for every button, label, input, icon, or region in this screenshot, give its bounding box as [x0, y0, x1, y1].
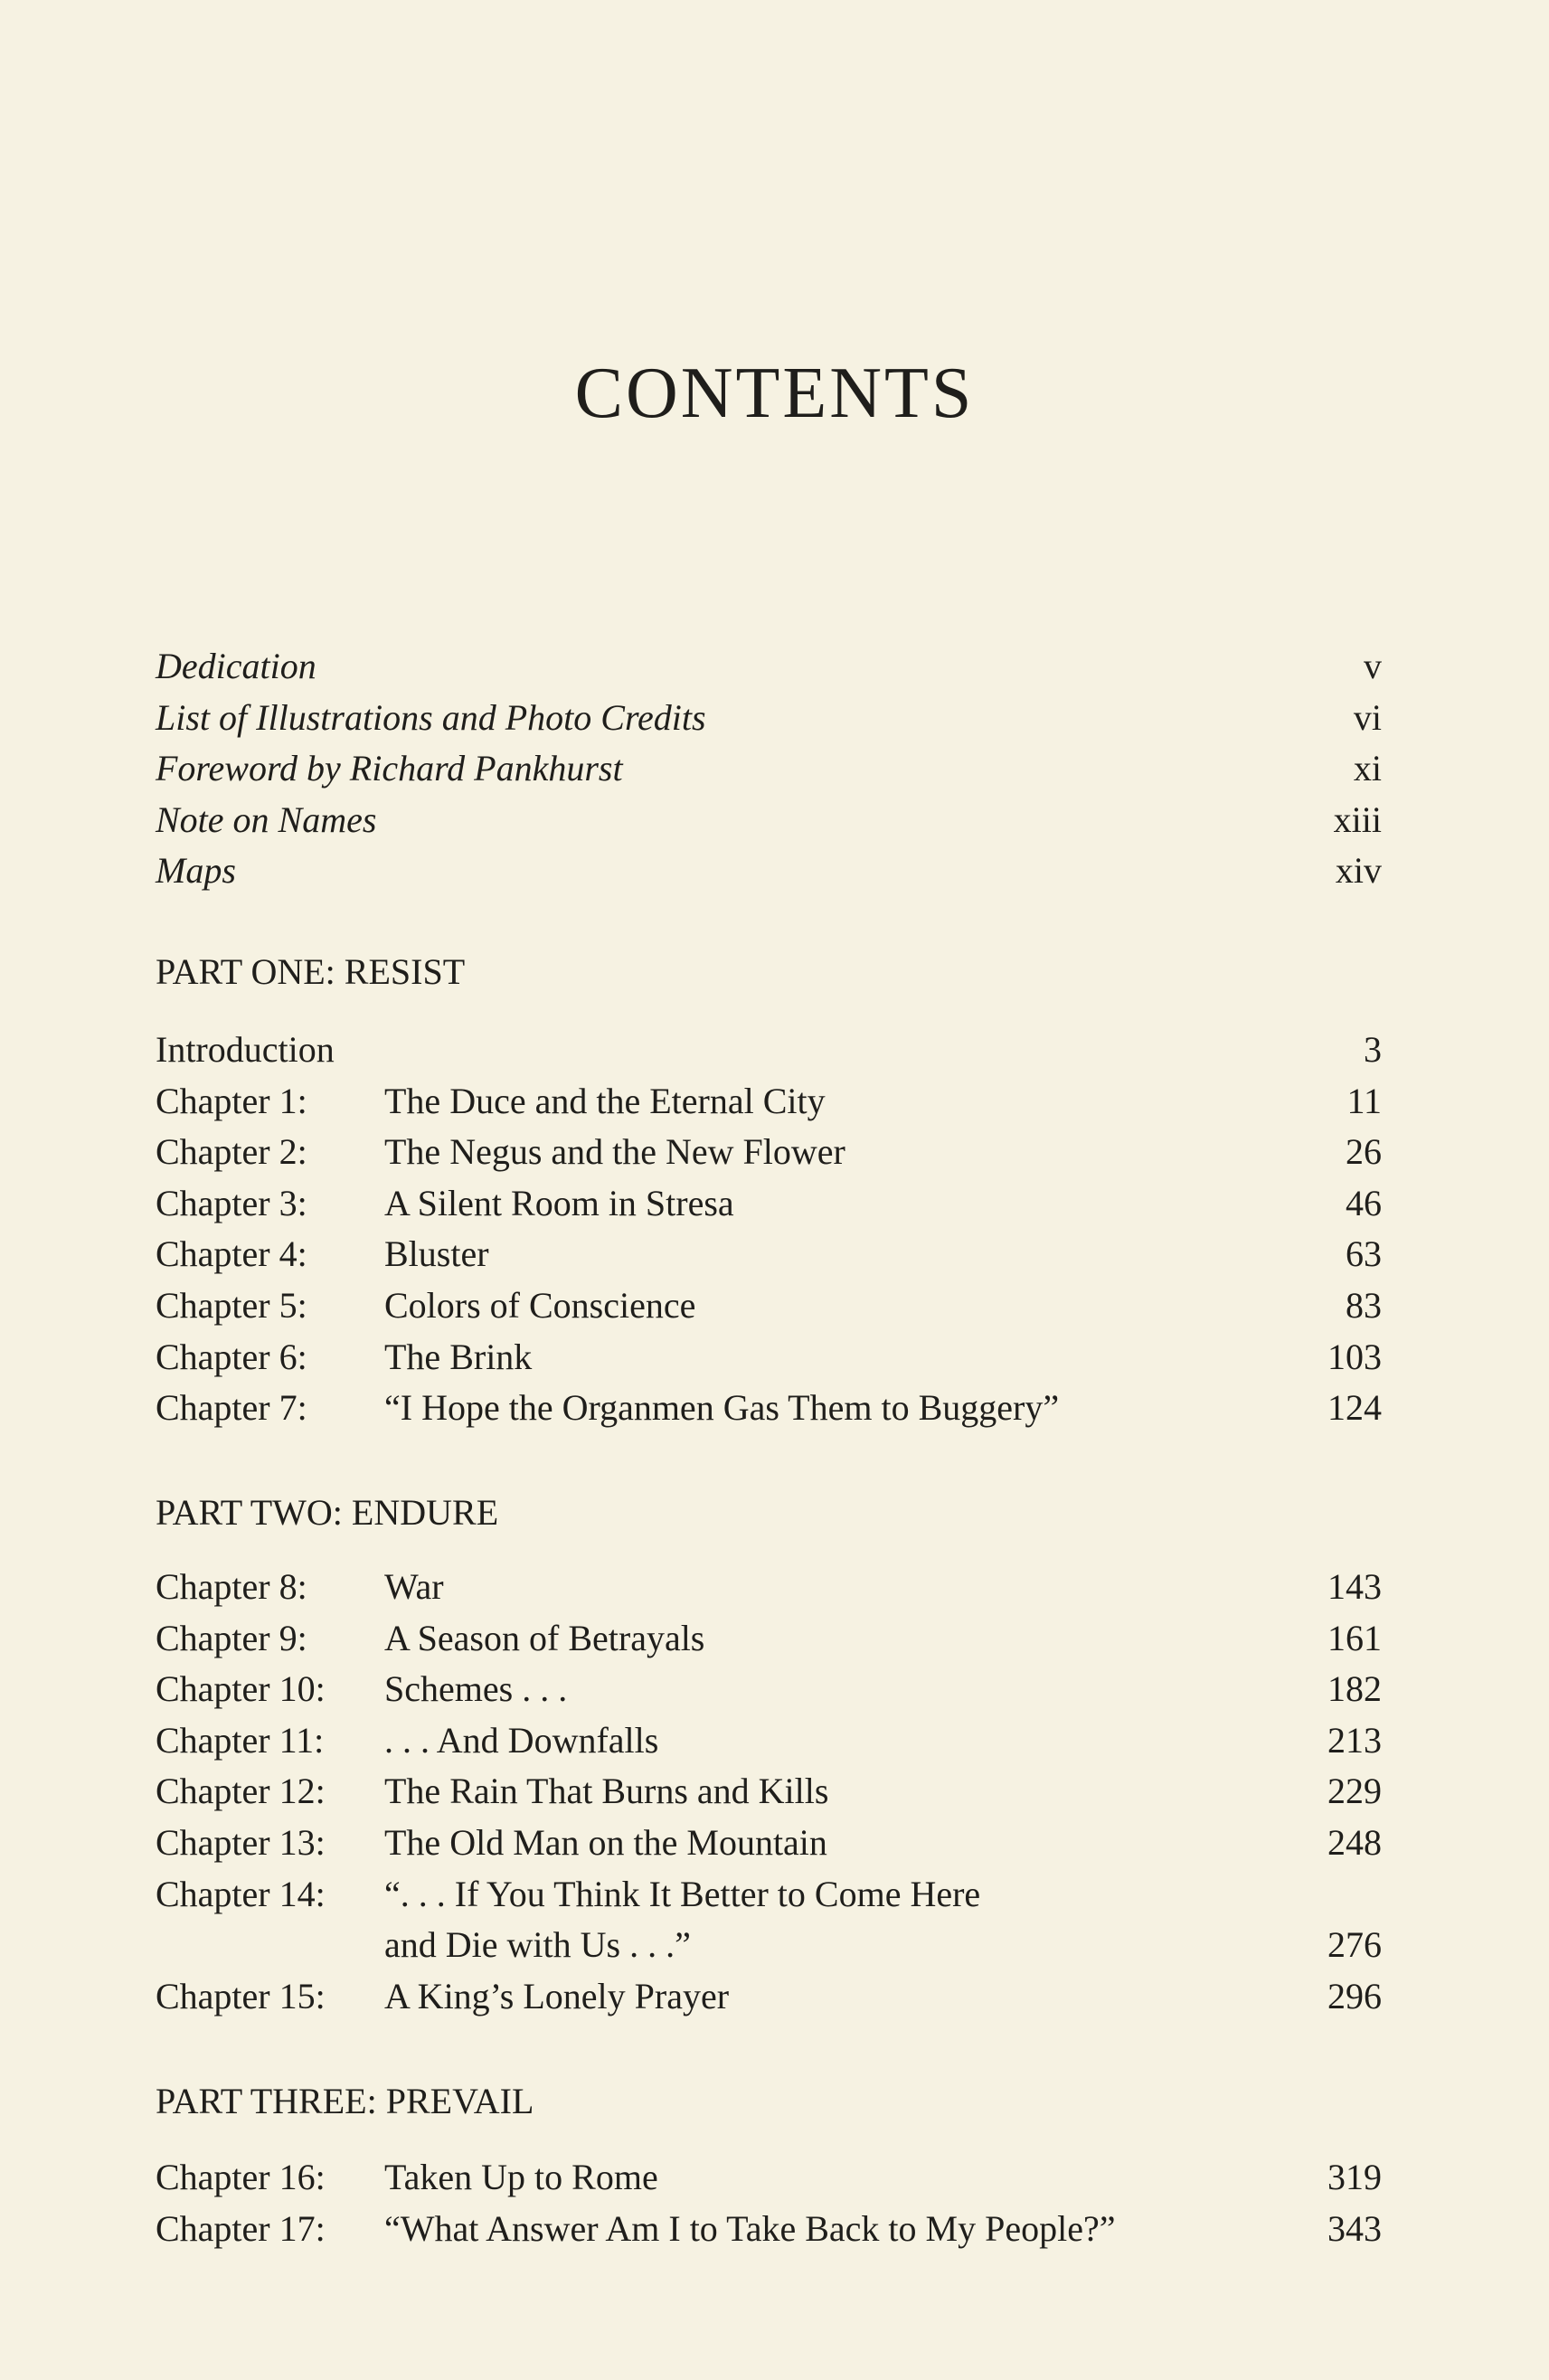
- part-heading: PART ONE: RESIST: [156, 951, 466, 992]
- page-number: 143: [1327, 1566, 1382, 1607]
- page-title: CONTENTS: [574, 354, 975, 433]
- entry-title: Colors of Conscience: [384, 1284, 696, 1326]
- toc-entry: [156, 1715, 1382, 1767]
- chapter-label: Chapter 6:: [156, 1336, 307, 1377]
- toc-entry: [156, 1127, 1382, 1178]
- chapter-label: Chapter 7:: [156, 1387, 307, 1429]
- entry-title: The Rain That Burns and Kills: [384, 1771, 829, 1812]
- toc-entry: [156, 1383, 1382, 1434]
- page-number: 46: [1346, 1182, 1382, 1223]
- chapter-label: Chapter 11:: [156, 1719, 325, 1761]
- entry-title: War: [384, 1566, 444, 1607]
- entry-title-line: “. . . If You Think It Better to Come Here: [384, 1873, 981, 1914]
- chapter-label: Chapter 3:: [156, 1182, 307, 1223]
- toc-entry: [156, 845, 1382, 897]
- toc-entry: [156, 1332, 1382, 1384]
- front-matter-list: [156, 641, 1382, 897]
- chapter-label: Chapter 1:: [156, 1080, 307, 1121]
- chapter-label: Chapter 16:: [156, 2157, 326, 2197]
- entry-title: The Old Man on the Mountain: [384, 1821, 827, 1863]
- entry-title: The Negus and the New Flower: [384, 1131, 845, 1173]
- entry-title: Dedication: [156, 646, 316, 686]
- entry-title: Note on Names: [156, 798, 377, 840]
- entry-title-line: and Die with Us . . .”: [384, 1924, 691, 1966]
- page-number: v: [1364, 646, 1382, 686]
- page-number: 296: [1327, 1975, 1382, 2016]
- chapter-label: Chapter 10:: [156, 1668, 326, 1710]
- part-heading: PART TWO: ENDURE: [156, 1492, 499, 1533]
- chapter-label: Chapter 8:: [156, 1566, 307, 1607]
- page-number: 3: [1364, 1029, 1382, 1070]
- entry-title: Maps: [156, 850, 236, 892]
- entry-title: Foreword by Richard Pankhurst: [156, 748, 623, 789]
- entry-title: Schemes . . .: [384, 1668, 568, 1710]
- page-number: xiii: [1333, 798, 1382, 840]
- page-number: 103: [1327, 1336, 1382, 1377]
- toc-entry: [156, 1562, 1382, 1613]
- entry-title: A Season of Betrayals: [384, 1617, 705, 1658]
- toc-entry: [156, 743, 1382, 795]
- entry-title: “I Hope the Organmen Gas Them to Buggery”: [384, 1387, 1060, 1429]
- page-number: 182: [1327, 1668, 1382, 1710]
- page-number: 276: [1327, 1924, 1382, 1966]
- chapter-label: Chapter 13:: [156, 1821, 326, 1863]
- page-number: 11: [1346, 1080, 1382, 1121]
- toc-entry: [156, 1280, 1382, 1332]
- toc-entry: [156, 1664, 1382, 1715]
- toc-entry: [156, 1025, 1382, 1076]
- entry-title: The Brink: [384, 1336, 533, 1377]
- part-three-list: [156, 2152, 1382, 2254]
- page-number: xi: [1353, 748, 1382, 789]
- toc-entry: [156, 1971, 1382, 2023]
- entry-title: Bluster: [384, 1233, 489, 1275]
- entry-title: A Silent Room in Stresa: [384, 1182, 734, 1223]
- page-number: 161: [1327, 1617, 1382, 1658]
- page-number: 63: [1346, 1233, 1382, 1275]
- toc-entry: [156, 1613, 1382, 1665]
- toc-entry: [156, 1229, 1382, 1280]
- entry-title: List of Illustrations and Photo Credits: [156, 696, 706, 738]
- part-one-list: [156, 1025, 1382, 1434]
- page-number: xiv: [1335, 850, 1382, 892]
- page-number: 248: [1327, 1821, 1382, 1863]
- page-number: 26: [1346, 1131, 1382, 1173]
- chapter-label: Chapter 12:: [156, 1771, 326, 1812]
- chapter-label: Chapter 17:: [156, 2207, 326, 2249]
- entry-title: . . . And Downfalls: [384, 1719, 659, 1761]
- page-number: 124: [1327, 1387, 1382, 1429]
- page-number: 213: [1327, 1719, 1382, 1761]
- toc-entry: [156, 1818, 1382, 1869]
- chapter-label: Chapter 4:: [156, 1233, 307, 1275]
- toc-entry: [156, 1076, 1382, 1128]
- page-number: vi: [1353, 696, 1382, 738]
- toc-entry: [156, 1178, 1382, 1230]
- entry-title: [384, 1869, 1237, 1971]
- chapter-label: Chapter 2:: [156, 1131, 307, 1173]
- toc-entry: [156, 641, 1382, 693]
- entry-title: Introduction: [156, 1029, 335, 1070]
- toc-entry: [156, 795, 1382, 846]
- entry-title: “What Answer Am I to Take Back to My People?”: [384, 2207, 1116, 2249]
- chapter-label: Chapter 9:: [156, 1617, 307, 1658]
- chapter-label: Chapter 5:: [156, 1284, 307, 1326]
- page-number: 229: [1327, 1771, 1382, 1812]
- toc-entry: [156, 693, 1382, 744]
- page-number: 83: [1346, 1284, 1382, 1326]
- toc-entry: [156, 1869, 1382, 1971]
- toc-entry: [156, 2152, 1382, 2204]
- part-two-list: [156, 1562, 1382, 2022]
- chapter-label: Chapter 15:: [156, 1975, 326, 2016]
- chapter-label: Chapter 14:: [156, 1873, 326, 1914]
- toc-entry: [156, 1766, 1382, 1818]
- entry-title: The Duce and the Eternal City: [384, 1080, 826, 1121]
- page-number: 343: [1327, 2207, 1382, 2249]
- entry-title: A King’s Lonely Prayer: [384, 1975, 730, 2016]
- part-heading: PART THREE: PREVAIL: [156, 2081, 534, 2121]
- entry-title: Taken Up to Rome: [384, 2157, 658, 2197]
- toc-entry: [156, 2204, 1382, 2255]
- page-number: 319: [1327, 2157, 1382, 2197]
